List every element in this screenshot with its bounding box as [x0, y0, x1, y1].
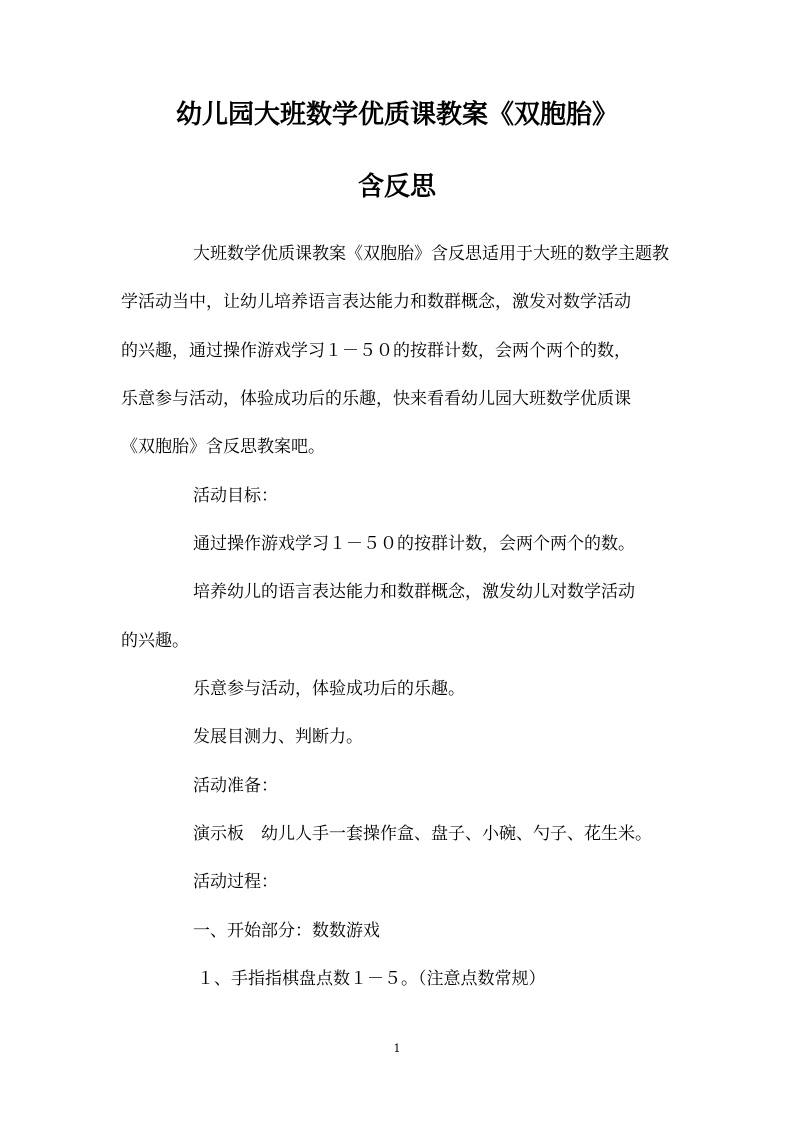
goal-1: 通过操作游戏学习１－５０的按群计数，会两个两个的数。	[193, 534, 635, 554]
intro-line-5: 《双胞胎》含反思教案吧。	[121, 437, 325, 457]
prep-text: 演示板 幼儿人手一套操作盒、盘子、小碗、勺子、花生米。	[193, 824, 652, 844]
goal-4: 发展目测力、判断力。	[193, 727, 363, 747]
intro-line-4: 乐意参与活动，体验成功后的乐趣，快来看看幼儿园大班数学优质课	[121, 389, 631, 409]
prep-heading: 活动准备：	[193, 776, 278, 796]
process-heading: 活动过程：	[193, 872, 278, 892]
document-title-line-2: 含反思	[357, 172, 436, 202]
intro-line-3: 的兴趣，通过操作游戏学习１－５０的按群计数，会两个两个的数，	[121, 341, 631, 361]
page-number: 1	[393, 1042, 401, 1055]
intro-line-1: 大班数学优质课教案《双胞胎》含反思适用于大班的数学主题教	[193, 244, 669, 264]
process-step-1: １、手指指棋盘点数１－５。（注意点数常规）	[197, 969, 546, 989]
process-part-1: 一、开始部分：数数游戏	[193, 921, 380, 941]
goal-2-line-1: 培养幼儿的语言表达能力和数群概念，激发幼儿对数学活动	[193, 582, 635, 602]
goal-3: 乐意参与活动，体验成功后的乐趣。	[193, 679, 465, 699]
goals-heading: 活动目标：	[193, 486, 278, 506]
document-title-line-1: 幼儿园大班数学优质课教案《双胞胎》	[175, 100, 618, 130]
intro-line-2: 学活动当中，让幼儿培养语言表达能力和数群概念，激发对数学活动	[121, 292, 631, 312]
goal-2-line-2: 的兴趣。	[121, 631, 189, 651]
